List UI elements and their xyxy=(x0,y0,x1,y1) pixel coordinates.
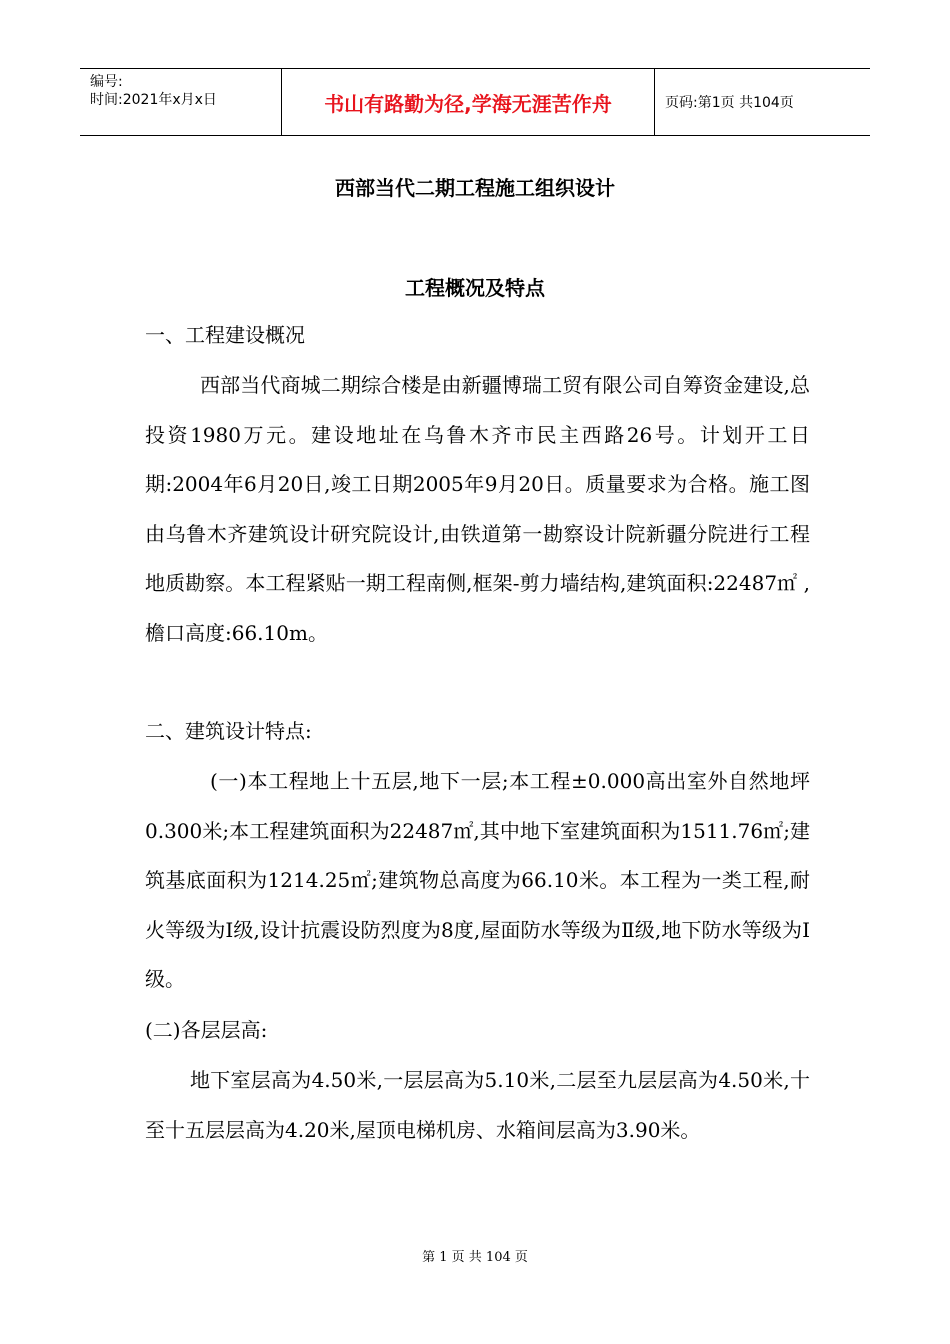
document-title: 西部当代二期工程施工组织设计 xyxy=(335,176,615,200)
heading-project-overview: 一、工程建设概况 xyxy=(145,323,305,347)
heading-floor-heights: (二)各层层高: xyxy=(145,1018,268,1042)
heading-architecture-features: 二、建筑设计特点: xyxy=(145,719,312,743)
page-header xyxy=(80,68,870,136)
header-page-info: 页码:第1页 共104页 xyxy=(665,95,794,111)
header-meta xyxy=(80,69,282,135)
section-title: 工程概况及特点 xyxy=(405,276,545,300)
paragraph-project-overview: 西部当代商城二期综合楼是由新疆博瑞工贸有限公司自筹资金建设,总投资1980万元。建设地址在乌鲁木齐市民主西路26号。计划开工日期:2004年6月20日,竣工日期2005年9月20日。质量要求为合格。施工图由乌鲁木齐建筑设计研究院设计,由铁道第一勘察设计院新疆分院进行工程地质勘察。本工程紧贴一期工程南侧,框架-剪力墙结构,建筑面积:22487㎡ ,檐口高度:66.10m。 xyxy=(145,373,810,645)
paragraph-architecture-features: (一)本工程地上十五层,地下一层;本工程±0.000高出室外自然地坪0.300米;本工程建筑面积为22487㎡,其中地下室建筑面积为1511.76㎡;建筑基底面积为1214.25㎡;建筑物总高度为66.10米。本工程为一类工程,耐火等级为Ⅰ级,设计抗震设防烈度为8度,屋面防水等级为Ⅱ级,地下防水等级为Ⅰ级。 xyxy=(145,769,810,991)
header-motto: 书山有路勤为径,学海无涯苦作舟 xyxy=(282,69,655,135)
time-label: 时间:2021年x月x日 xyxy=(90,92,217,108)
number-label: 编号: xyxy=(90,74,123,90)
page-footer: 第 1 页 共 104 页 xyxy=(422,1250,528,1265)
paragraph-floor-heights: 地下室层高为4.50米,一层层高为5.10米,二层至九层层高为4.50米,十至十五层层高为4.20米,屋顶电梯机房、水箱间层高为3.90米。 xyxy=(145,1068,810,1142)
